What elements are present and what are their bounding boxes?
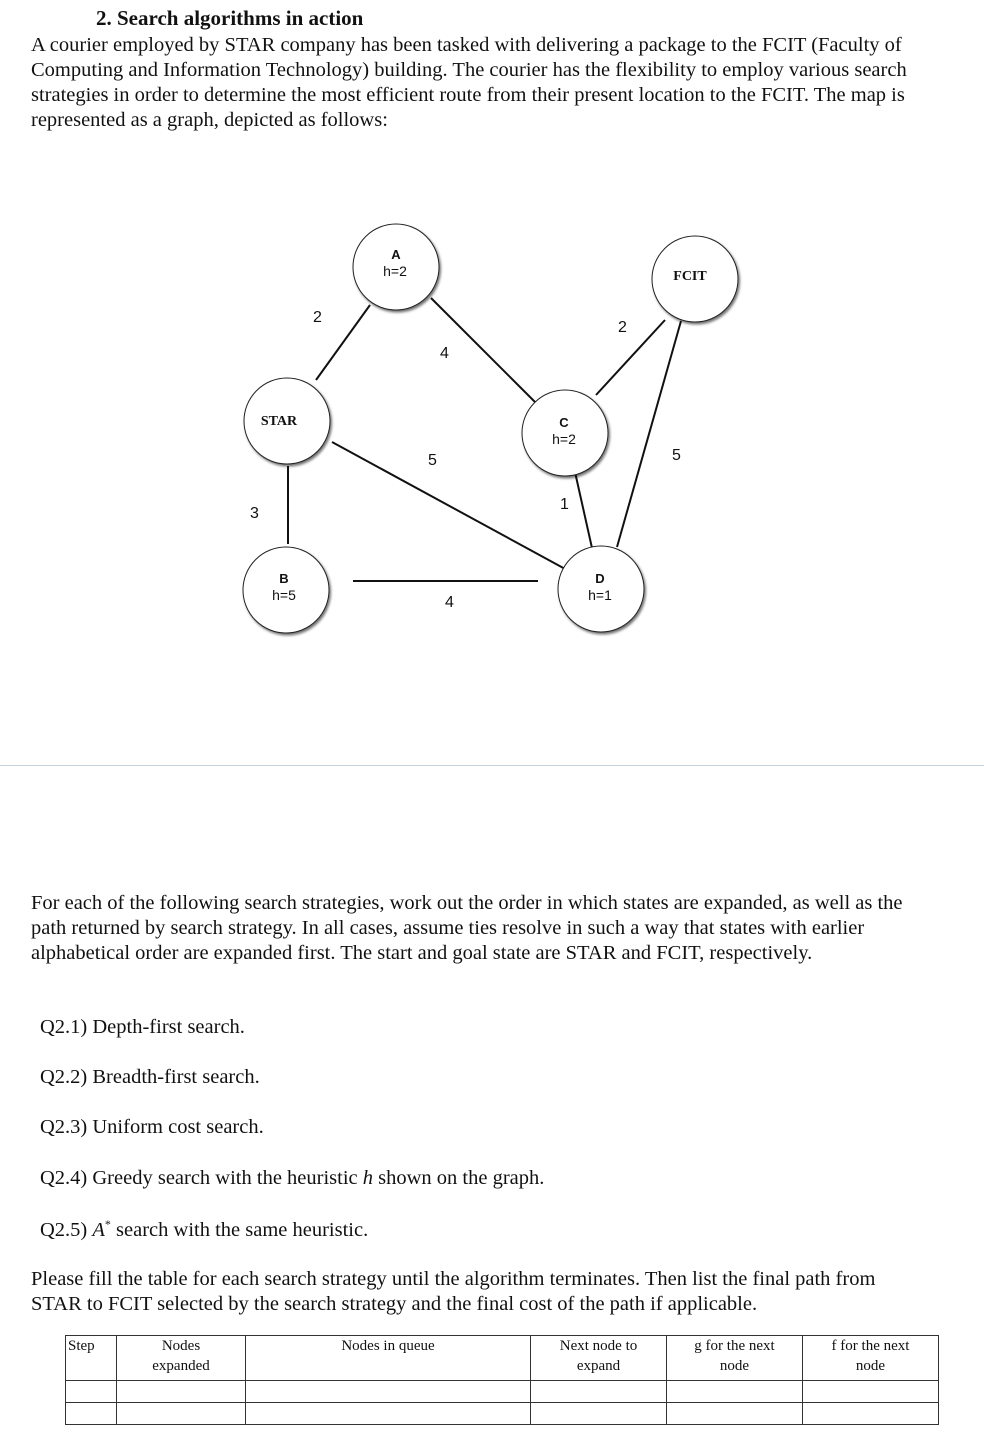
edge-weight-d-fcit: 5 xyxy=(672,447,681,464)
table-row xyxy=(66,1403,939,1425)
question-greedy-post: shown on the graph. xyxy=(373,1167,545,1189)
fill-instructions-paragraph: Please fill the table for each search strategy until the algorithm terminates. Then list the final path from STAR to FCIT selected by the search strategy and the final cost of the path if applicable. xyxy=(31,1268,876,1315)
question-bfs: Q2.2) Breadth-first search. xyxy=(40,1066,260,1088)
node-star-name: STAR xyxy=(260,414,298,429)
edge-c-fcit xyxy=(596,320,665,395)
question-astar-sup: * xyxy=(104,1217,111,1231)
header-nodes-in-queue: Nodes in queue xyxy=(246,1336,531,1381)
node-b-heuristic: h=5 xyxy=(272,587,296,603)
node-a-heuristic: h=2 xyxy=(383,263,407,279)
edge-weight-star-a: 2 xyxy=(313,309,322,326)
node-fcit-name: FCIT xyxy=(673,269,707,284)
edge-weight-a-c: 4 xyxy=(440,345,449,362)
instructions-paragraph: For each of the following search strategies, work out the order in which states are expanded, as well as the path returned by search strategy. In all cases, assume ties resolve in such a way that states with earlier alphabetical order are expanded first. The start and goal state are STAR and FCIT, respectively. xyxy=(31,892,903,964)
edge-weight-c-fcit: 2 xyxy=(618,319,627,336)
node-d-name: D xyxy=(595,571,605,586)
node-a-name: A xyxy=(391,247,401,262)
question-greedy-pre: Q2.4) Greedy search with the heuristic xyxy=(40,1167,363,1189)
node-b-name: B xyxy=(279,571,289,586)
table-cell[interactable] xyxy=(667,1381,803,1403)
edge-weight-b-d: 4 xyxy=(445,594,454,611)
header-step: Step xyxy=(66,1336,117,1381)
question-astar-pre: Q2.5) xyxy=(40,1218,93,1241)
node-c-heuristic: h=2 xyxy=(552,431,576,447)
node-b xyxy=(243,547,329,633)
table-cell[interactable] xyxy=(66,1381,117,1403)
node-c xyxy=(522,390,608,476)
table-cell[interactable] xyxy=(803,1381,939,1403)
question-astar-var: A xyxy=(92,1218,105,1241)
node-d-heuristic: h=1 xyxy=(588,587,612,603)
intro-paragraph: A courier employed by STAR company has been tasked with delivering a package to the FCIT (Faculty of Computing and Information Technology) building. The courier has the flexibility to employ various search strategies in order to determine the most efficient route from their present location to the FCIT. The map is represented as a graph, depicted as follows: xyxy=(31,34,907,131)
edge-weight-star-d: 5 xyxy=(428,452,437,469)
edge-c-d xyxy=(575,472,592,548)
table-cell[interactable] xyxy=(531,1403,667,1425)
graph-diagram xyxy=(0,200,984,660)
table-cell[interactable] xyxy=(117,1381,246,1403)
node-fcit xyxy=(652,236,738,322)
table-cell[interactable] xyxy=(117,1403,246,1425)
table-cell[interactable] xyxy=(246,1381,531,1403)
header-g-value: g for the next node xyxy=(667,1336,803,1381)
edge-star-a xyxy=(316,305,370,380)
question-greedy-var: h xyxy=(362,1167,374,1189)
table-header-row xyxy=(66,1336,939,1381)
table-row xyxy=(66,1381,939,1403)
header-f-value: f for the next node xyxy=(803,1336,939,1381)
edge-d-fcit xyxy=(617,321,681,547)
edge-weight-star-b: 3 xyxy=(250,505,259,522)
divider xyxy=(0,765,984,766)
node-c-name: C xyxy=(559,415,569,430)
node-d xyxy=(558,546,644,632)
table-cell[interactable] xyxy=(531,1381,667,1403)
table-cell[interactable] xyxy=(803,1403,939,1425)
node-star xyxy=(244,378,330,464)
edge-weight-c-d: 1 xyxy=(560,496,569,513)
table-cell[interactable] xyxy=(66,1403,117,1425)
node-a xyxy=(353,224,439,310)
question-dfs: Q2.1) Depth-first search. xyxy=(40,1016,245,1038)
header-nodes-expanded: Nodes expanded xyxy=(117,1336,246,1381)
table-cell[interactable] xyxy=(246,1403,531,1425)
section-heading: 2. Search algorithms in action xyxy=(96,6,364,30)
question-astar xyxy=(40,1217,368,1242)
table-cell[interactable] xyxy=(667,1403,803,1425)
question-greedy xyxy=(40,1167,544,1190)
question-ucs: Q2.3) Uniform cost search. xyxy=(40,1116,264,1138)
search-steps-table xyxy=(65,1335,939,1425)
edge-star-d xyxy=(332,442,567,570)
header-next-node: Next node to expand xyxy=(531,1336,667,1381)
question-astar-post: search with the same heuristic. xyxy=(110,1218,369,1241)
